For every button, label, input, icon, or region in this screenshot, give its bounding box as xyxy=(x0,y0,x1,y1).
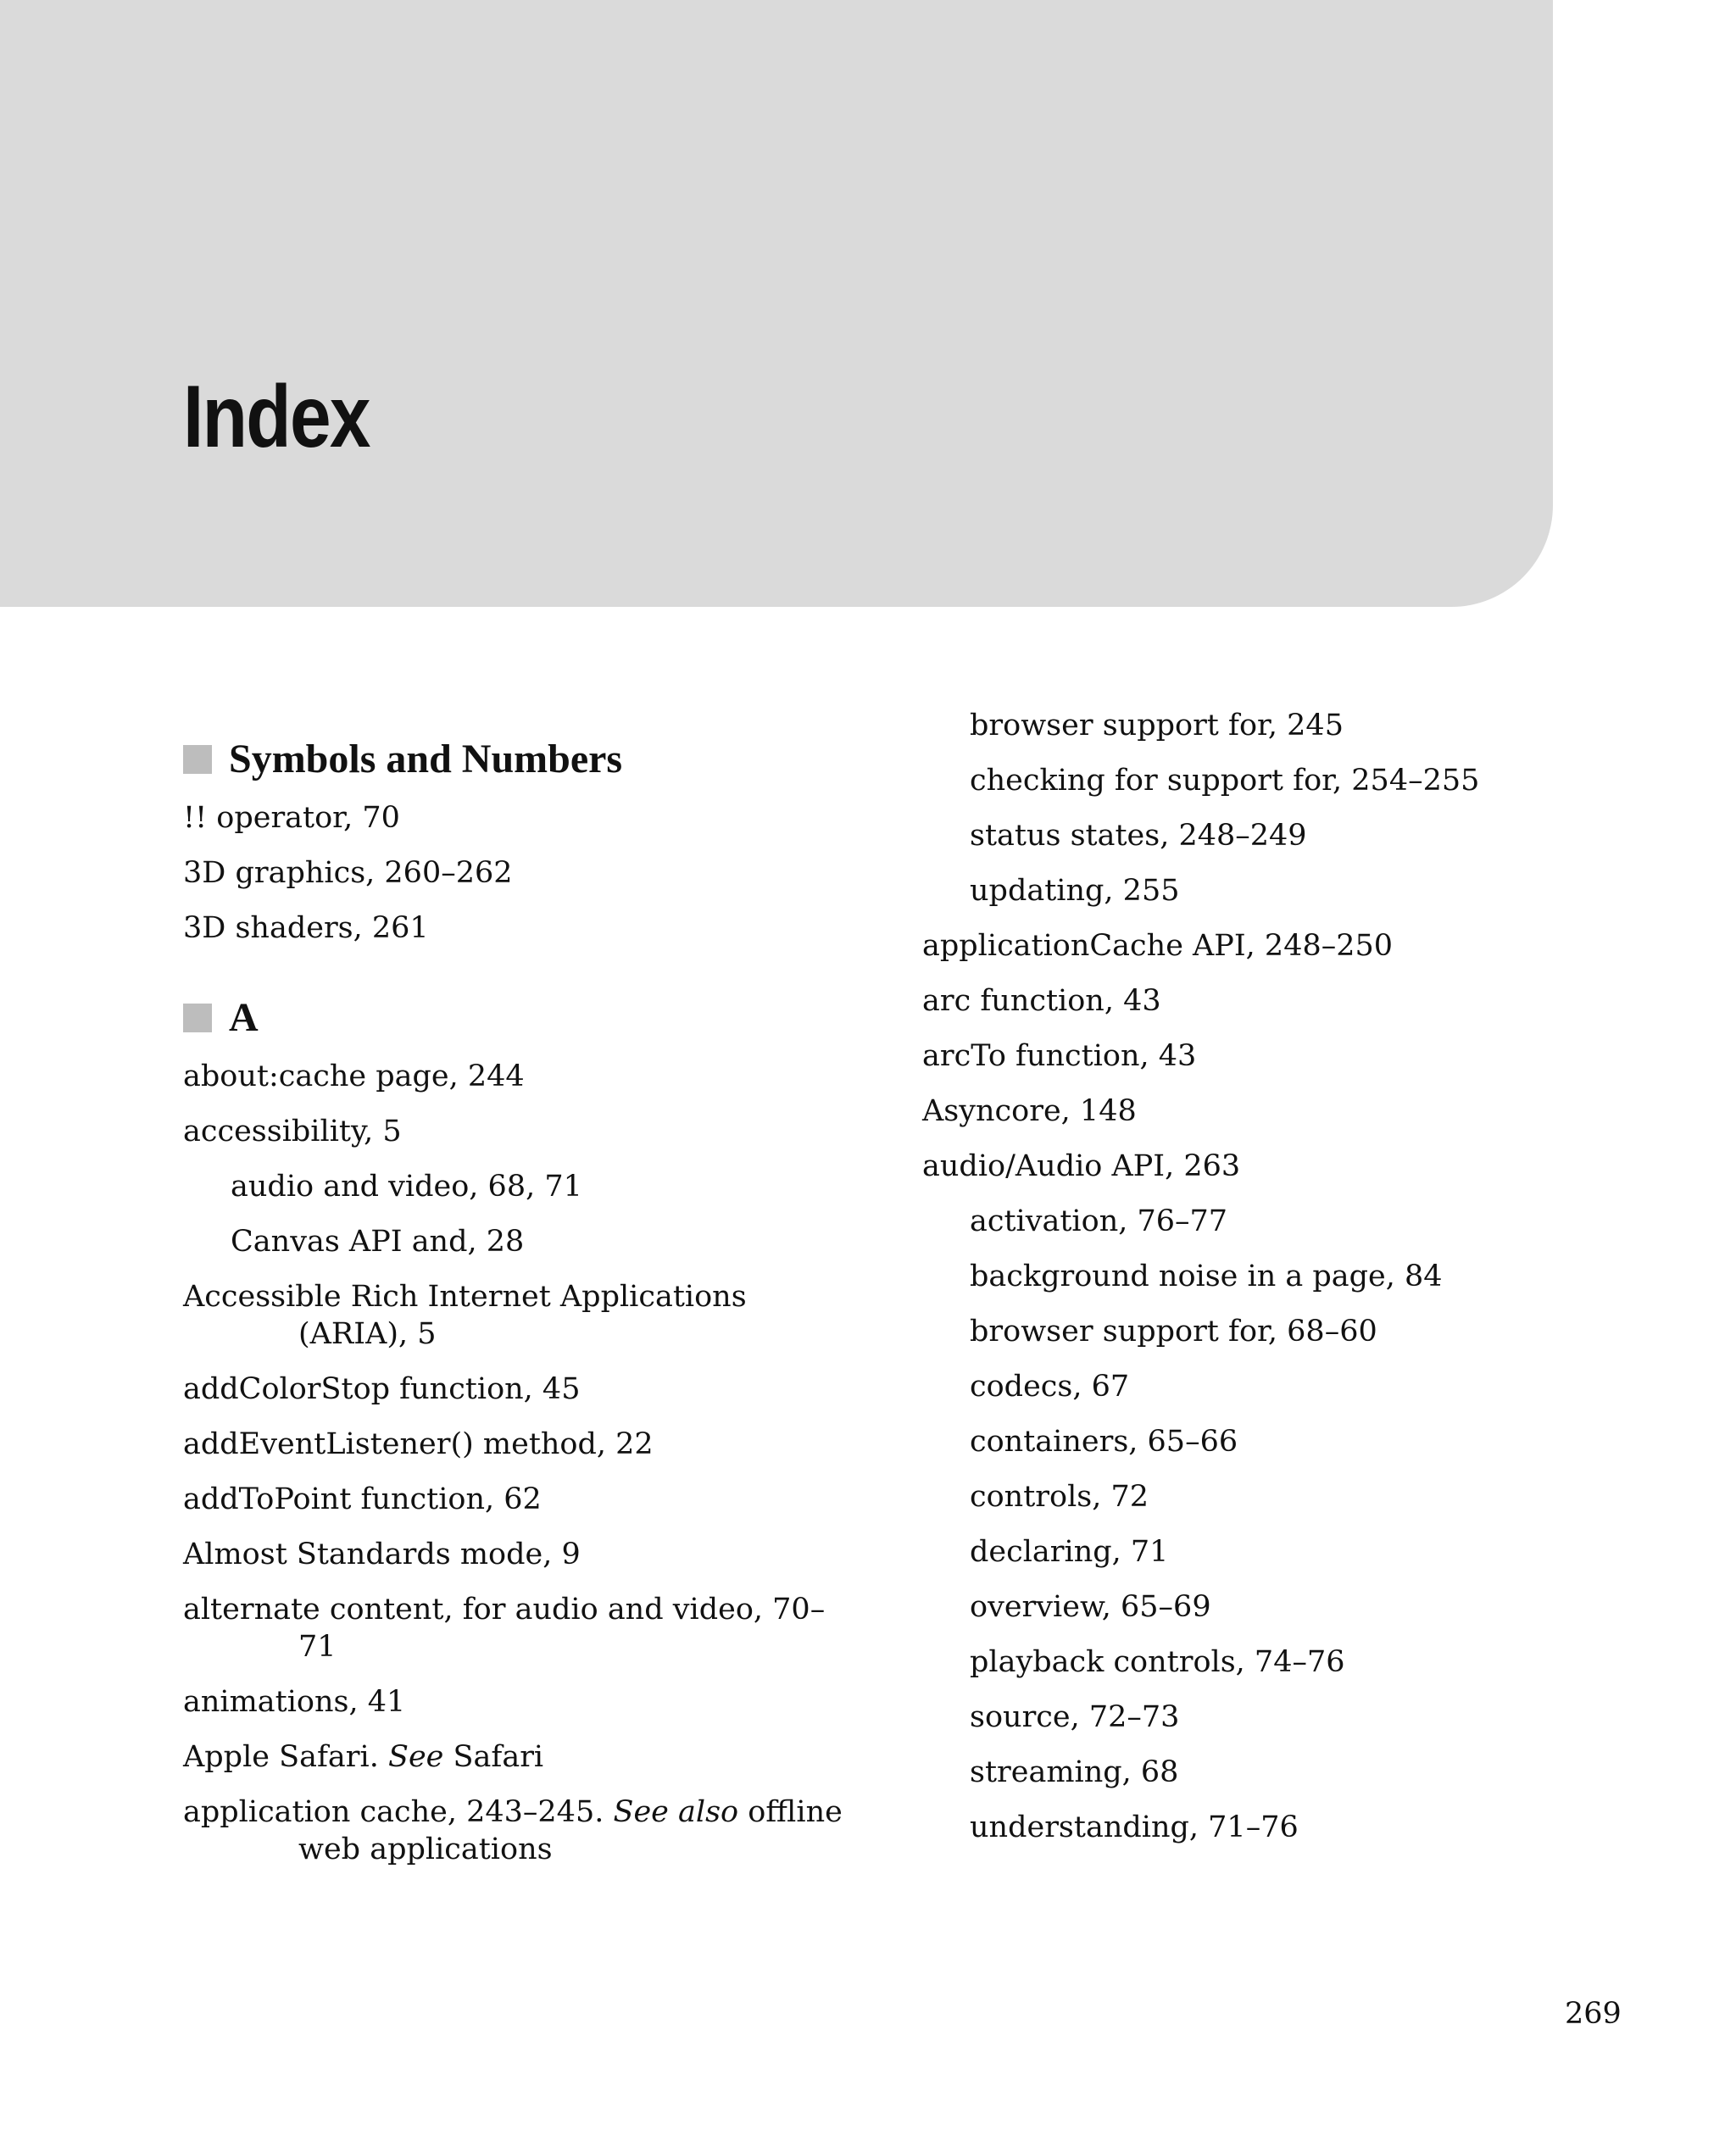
entry-text: alternate content, for audio and video, 70– xyxy=(183,1593,826,1627)
index-subentry: streaming, 68 xyxy=(970,1755,1179,1789)
index-entry: !! operator, 70 xyxy=(183,801,400,835)
chapter-title: Index xyxy=(183,368,370,466)
index-subentry: understanding, 71–76 xyxy=(970,1810,1299,1844)
index-subentry: source, 72–73 xyxy=(970,1700,1180,1734)
page-number: 269 xyxy=(1565,1997,1622,2031)
index-entry: arc function, 43 xyxy=(922,984,1161,1018)
index-subentry: browser support for, 68–60 xyxy=(970,1315,1377,1349)
entry-continuation: 71 xyxy=(298,1630,337,1664)
index-entry xyxy=(183,1738,543,1776)
index-entry xyxy=(183,1278,747,1353)
index-subentry: playback controls, 74–76 xyxy=(970,1645,1345,1679)
index-entry: Almost Standards mode, 9 xyxy=(183,1538,581,1571)
chapter-banner xyxy=(0,0,1553,607)
index-subentry: audio and video, 68, 71 xyxy=(231,1170,582,1204)
index-entry: audio/Audio API, 263 xyxy=(922,1149,1241,1183)
index-subentry: background noise in a page, 84 xyxy=(970,1260,1443,1293)
index-subentry: codecs, 67 xyxy=(970,1370,1130,1404)
section-marker-icon xyxy=(183,1004,212,1032)
cross-reference-target: offline xyxy=(748,1795,843,1829)
cross-reference-target: Safari xyxy=(453,1740,544,1774)
index-subentry: browser support for, 245 xyxy=(970,709,1344,742)
see-also-reference: See also xyxy=(613,1795,739,1829)
index-subentry: updating, 255 xyxy=(970,874,1180,908)
see-reference: See xyxy=(387,1740,444,1774)
index-entry: accessibility, 5 xyxy=(183,1115,402,1148)
index-subentry: activation, 76–77 xyxy=(970,1204,1228,1238)
index-entry: applicationCache API, 248–250 xyxy=(922,929,1394,963)
section-heading-symbols xyxy=(183,739,622,780)
section-marker-icon xyxy=(183,745,212,774)
index-entry: arcTo function, 43 xyxy=(922,1039,1197,1073)
index-entry: about:cache page, 244 xyxy=(183,1059,525,1093)
section-label: A xyxy=(229,995,259,1040)
index-subentry: containers, 65–66 xyxy=(970,1425,1238,1459)
index-subentry: controls, 72 xyxy=(970,1480,1149,1514)
index-subentry: Canvas API and, 28 xyxy=(231,1225,525,1259)
index-entry: addColorStop function, 45 xyxy=(183,1372,581,1406)
index-subentry: checking for support for, 254–255 xyxy=(970,764,1480,798)
entry-text: Apple Safari. xyxy=(183,1740,379,1774)
index-subentry: declaring, 71 xyxy=(970,1535,1169,1569)
index-entry: 3D shaders, 261 xyxy=(183,911,429,945)
index-entry: Asyncore, 148 xyxy=(922,1094,1137,1128)
section-heading-a xyxy=(183,995,259,1040)
entry-text: Accessible Rich Internet Applications xyxy=(183,1280,747,1314)
index-entry xyxy=(183,1591,825,1666)
section-label: Symbols and Numbers xyxy=(229,737,623,781)
index-subentry: status states, 248–249 xyxy=(970,819,1307,853)
entry-text: application cache, 243–245. xyxy=(183,1795,604,1829)
index-entry: animations, 41 xyxy=(183,1685,406,1719)
entry-continuation: web applications xyxy=(298,1832,553,1866)
index-entry: addEventListener() method, 22 xyxy=(183,1427,654,1461)
index-entry xyxy=(183,1793,843,1868)
index-entry: addToPoint function, 62 xyxy=(183,1482,542,1516)
entry-continuation: (ARIA), 5 xyxy=(298,1317,437,1351)
index-entry: 3D graphics, 260–262 xyxy=(183,856,513,890)
index-subentry: overview, 65–69 xyxy=(970,1590,1211,1624)
